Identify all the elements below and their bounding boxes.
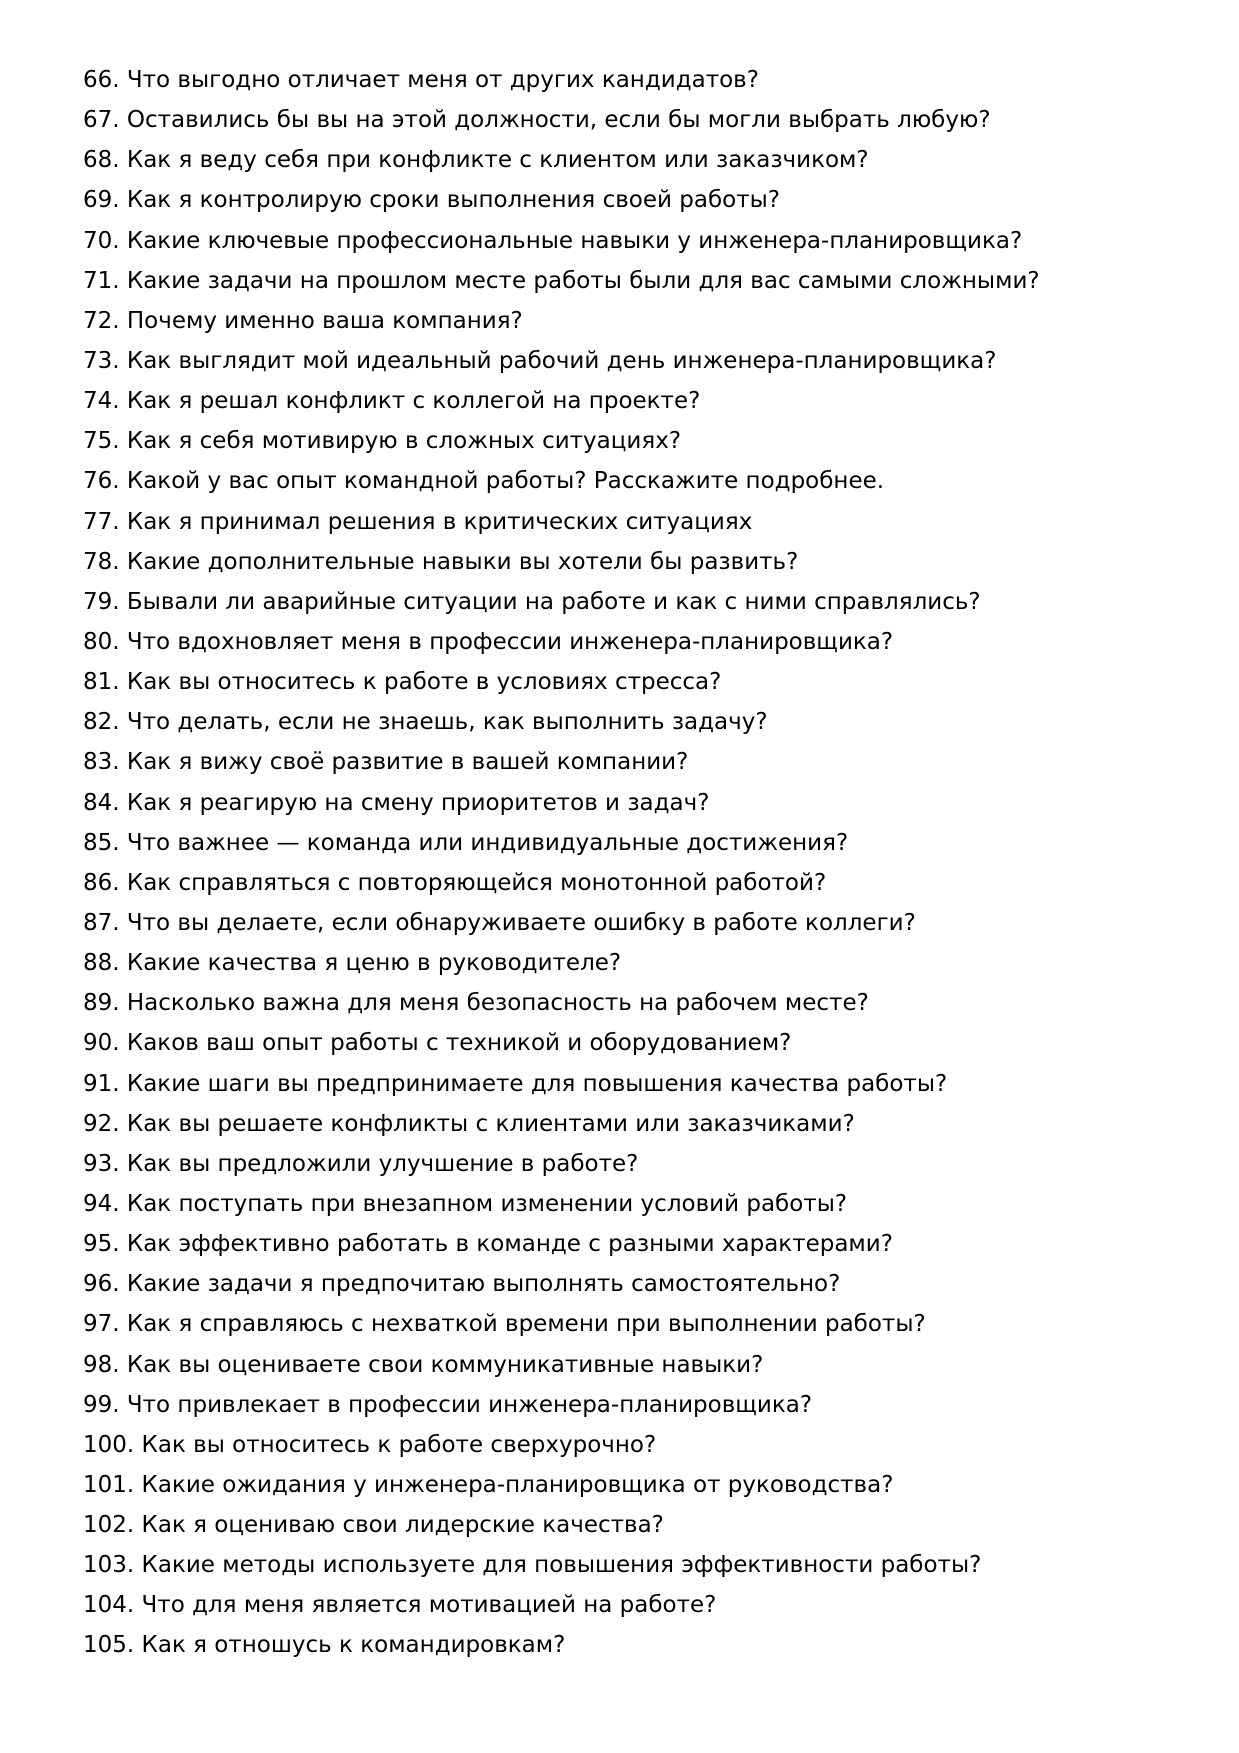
question-item: 69. Как я контролирую сроки выполнения своей работы? — [83, 187, 780, 214]
question-item: 90. Каков ваш опыт работы с техникой и оборудованием? — [83, 1030, 792, 1057]
question-item: 84. Как я реагирую на смену приоритетов и задач? — [83, 789, 710, 816]
question-item: 80. Что вдохновляет меня в профессии инженера-планировщика? — [83, 628, 894, 655]
question-item: 92. Как вы решаете конфликты с клиентами или заказчиками? — [83, 1110, 855, 1137]
question-item: 88. Какие качества я ценю в руководителе? — [83, 950, 622, 977]
question-item: 71. Какие задачи на прошлом месте работы были для вас самыми сложными? — [83, 267, 1040, 294]
question-item: 82. Что делать, если не знаешь, как выполнить задачу? — [83, 709, 768, 736]
question-item: 78. Какие дополнительные навыки вы хотели бы развить? — [83, 548, 799, 575]
question-item: 86. Как справляться с повторяющейся монотонной работой? — [83, 869, 827, 896]
question-item: 97. Как я справляюсь с нехваткой времени при выполнении работы? — [83, 1311, 926, 1338]
question-item: 66. Что выгодно отличает меня от других кандидатов? — [83, 67, 759, 93]
question-item: 93. Как вы предложили улучшение в работе? — [83, 1150, 639, 1177]
question-item: 104. Что для меня является мотивацией на работе? — [83, 1592, 717, 1619]
question-item: 101. Какие ожидания у инженера-планировщика от руководства? — [83, 1471, 894, 1498]
question-item: 67. Оставились бы вы на этой должности, если бы могли выбрать любую? — [83, 107, 991, 134]
question-item: 73. Как выглядит мой идеальный рабочий день инженера-планировщика? — [83, 347, 997, 374]
question-item: 70. Какие ключевые профессиональные навыки у инженера-планировщика? — [83, 227, 1023, 254]
question-item: 72. Почему именно ваша компания? — [83, 307, 523, 334]
question-item: 100. Как вы относитесь к работе сверхурочно? — [83, 1431, 657, 1458]
question-item: 75. Как я себя мотивирую в сложных ситуациях? — [83, 428, 682, 455]
question-item: 95. Как эффективно работать в команде с разными характерами? — [83, 1231, 893, 1258]
question-item: 99. Что привлекает в профессии инженера-планировщика? — [83, 1391, 813, 1418]
question-list — [83, 60, 1040, 1666]
question-item: 94. Как поступать при внезапном изменении условий работы? — [83, 1190, 848, 1217]
question-item: 103. Какие методы используете для повышения эффективности работы? — [83, 1552, 982, 1579]
question-item: 91. Какие шаги вы предпринимаете для повышения качества работы? — [83, 1070, 948, 1097]
question-item: 77. Как я принимал решения в критических ситуациях — [83, 508, 753, 535]
question-item: 96. Какие задачи я предпочитаю выполнять самостоятельно? — [83, 1271, 841, 1298]
question-item: 85. Что важнее — команда или индивидуальные достижения? — [83, 829, 849, 856]
question-item: 105. Как я отношусь к командировкам? — [83, 1632, 566, 1659]
question-item: 83. Как я вижу своё развитие в вашей компании? — [83, 749, 689, 776]
question-item: 89. Насколько важна для меня безопасность на рабочем месте? — [83, 990, 869, 1017]
question-item: 98. Как вы оцениваете свои коммуникативные навыки? — [83, 1351, 764, 1378]
question-item: 102. Как я оцениваю свои лидерские качества? — [83, 1512, 664, 1539]
question-item: 74. Как я решал конфликт с коллегой на проекте? — [83, 388, 701, 415]
question-item: 81. Как вы относитесь к работе в условиях стресса? — [83, 669, 722, 696]
question-item: 79. Бывали ли аварийные ситуации на работе и как с ними справлялись? — [83, 588, 981, 615]
question-item: 68. Как я веду себя при конфликте с клиентом или заказчиком? — [83, 147, 869, 174]
question-item: 87. Что вы делаете, если обнаруживаете ошибку в работе коллеги? — [83, 909, 916, 936]
question-item: 76. Какой у вас опыт командной работы? Расскажите подробнее. — [83, 468, 885, 495]
